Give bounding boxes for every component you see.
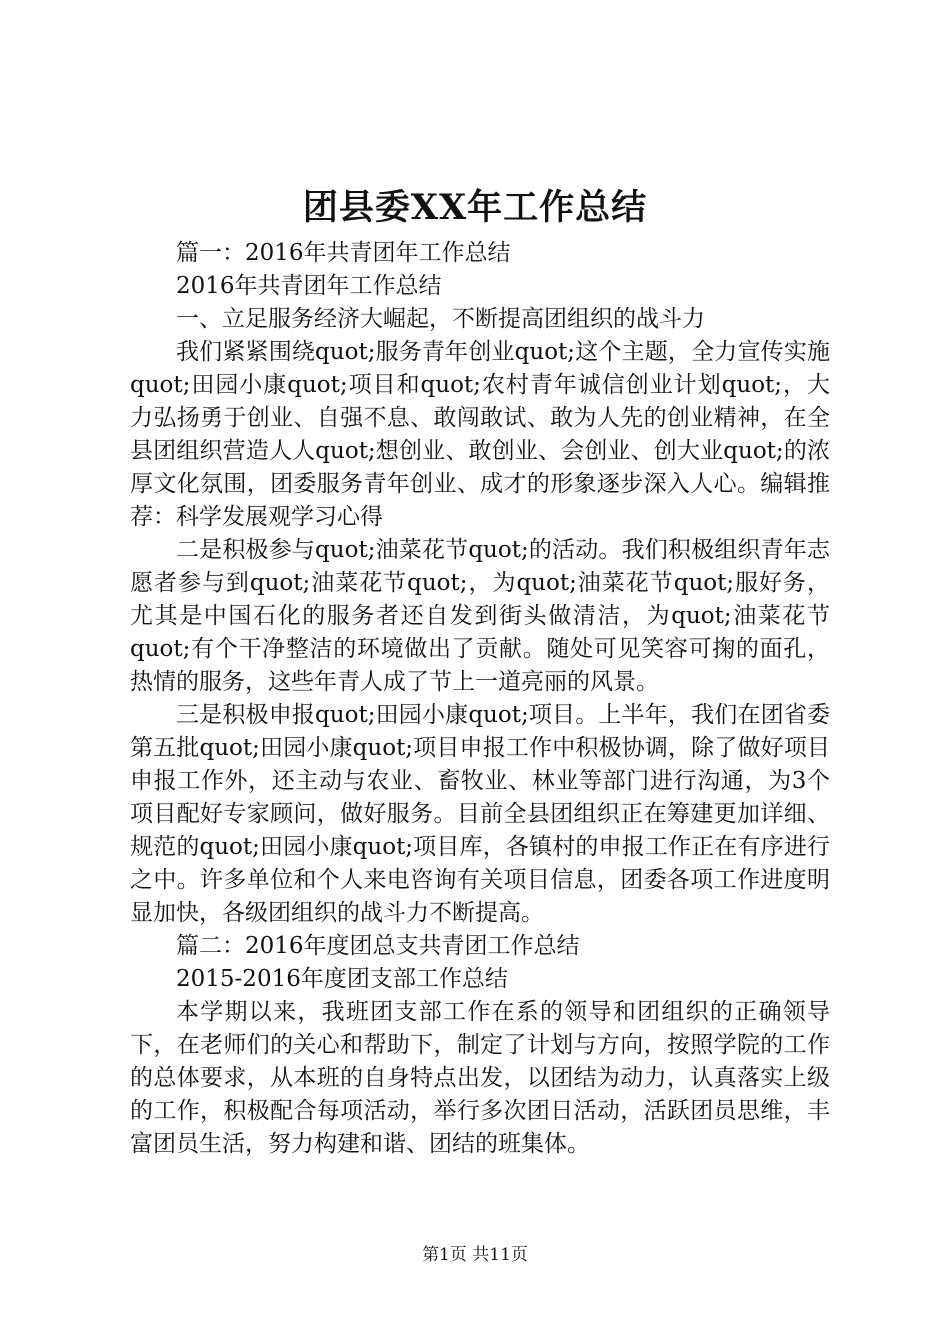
- paragraph-body: 二是积极参与quot;油菜花节quot;的活动。我们积极组织青年志愿者参与到quot;油菜花节quot;，为quot;油菜花节quot;服好务，尤其是中国石化的服务者还自发到街头做清洁，为quot;油菜花节quot;有个干净整洁的环境做出了贡献。随处可见笑容可掬的面孔，热情的服务，这些年青人成了节上一道亮丽的风景。: [130, 537, 830, 695]
- document-title: 团县委XX年工作总结: [302, 187, 648, 228]
- paragraph-body: 本学期以来，我班团支部工作在系的领导和团组织的正确领导下，在老师们的关心和帮助下，制定了计划与方向，按照学院的工作的总体要求，从本班的自身特点出发，以团结为动力，认真落实上级的工作，积极配合每项活动，举行多次团日活动，活跃团员思维，丰富团员生活，努力构建和谐、团结的班集体。: [130, 999, 830, 1157]
- paragraph-subtitle-part-two: 2015-2016年度团支部工作总结: [176, 966, 508, 992]
- paragraph-heading-part-two: 篇二：2016年度团总支共青团工作总结: [176, 933, 580, 959]
- document-body: [130, 237, 830, 1161]
- page-number-footer: 第1页 共11页: [422, 1245, 528, 1265]
- paragraph-body: 三是积极申报quot;田园小康quot;项目。上半年，我们在团省委第五批quot;田园小康quot;项目申报工作中积极协调，除了做好项目申报工作外，还主动与农业、畜牧业、林业等部门进行沟通，为3个项目配好专家顾问，做好服务。目前全县团组织正在筹建更加详细、规范的quot;田园小康quot;项目库，各镇村的申报工作正在有序进行之中。许多单位和个人来电咨询有关项目信息，团委各项工作进度明显加快，各级团组织的战斗力不断提高。: [130, 702, 830, 926]
- paragraph-body: 我们紧紧围绕quot;服务青年创业quot;这个主题，全力宣传实施quot;田园小康quot;项目和quot;农村青年诚信创业计划quot;，大力弘扬勇于创业、自强不息、敢闯敢试、敢为人先的创业精神，在全县团组织营造人人quot;想创业、敢创业、会创业、创大业quot;的浓厚文化氛围，团委服务青年创业、成才的形象逐步深入人心。编辑推荐：科学发展观学习心得: [130, 339, 830, 530]
- paragraph-section-heading: 一、立足服务经济大崛起，不断提高团组织的战斗力: [176, 306, 705, 332]
- paragraph-heading-part-one: 篇一：2016年共青团年工作总结: [176, 240, 511, 266]
- paragraph-subtitle-part-one: 2016年共青团年工作总结: [176, 273, 442, 299]
